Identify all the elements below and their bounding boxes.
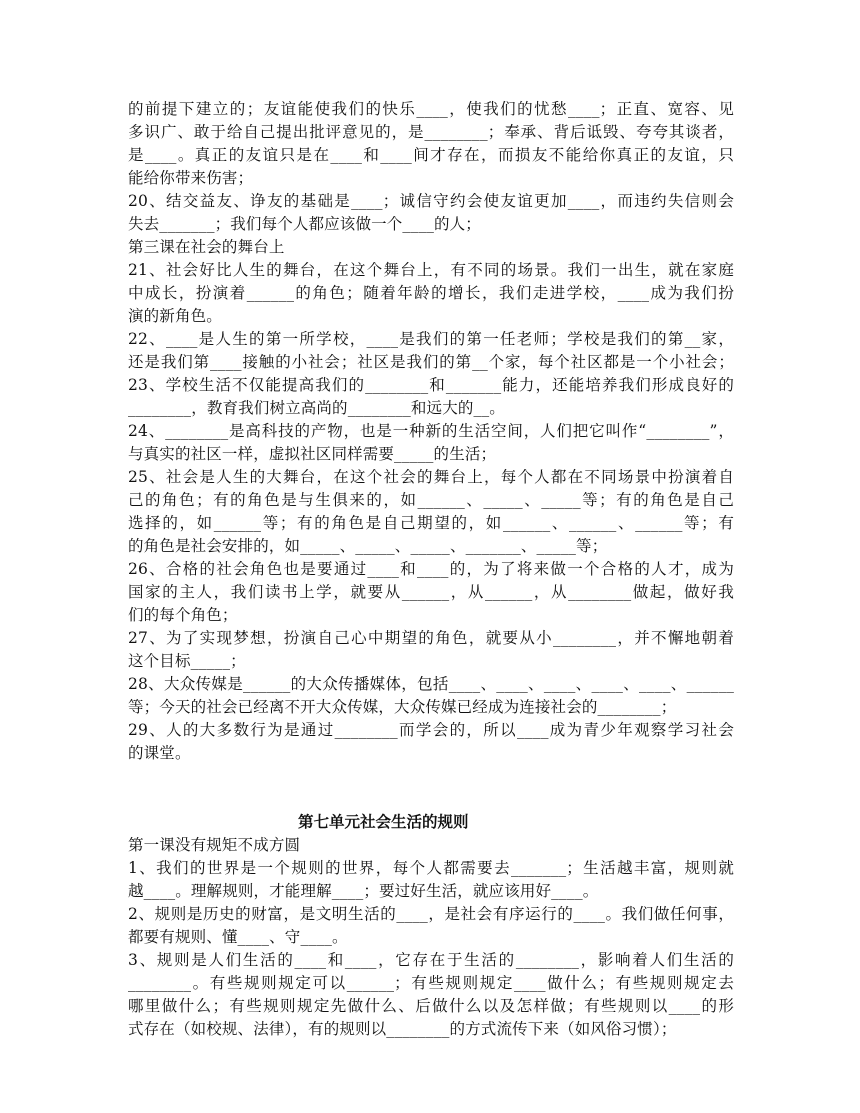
text-line: 们的每个角色； bbox=[128, 606, 238, 624]
section-chapter-friendship-society bbox=[128, 98, 734, 765]
text-line: 27、为了实现梦想，扮演自己心中期望的角色，就要从小________，并不懈地朝着 bbox=[128, 629, 734, 647]
text-line: 的前提下建立的；友谊能使我们的快乐____，使我们的忧愁____；正直、宽容、见 bbox=[128, 100, 734, 118]
text-line: 国家的主人，我们读书上学，就要从______，从______，从________做起，做好我 bbox=[128, 583, 734, 601]
text-line: 越____。理解规则，才能理解____；要过好生活，就应该用好____。 bbox=[128, 882, 599, 900]
text-line: 还是我们第____接触的小社会；社区是我们的第__个家，每个社区都是一个小社会； bbox=[128, 353, 734, 371]
text-line: 哪里做什么；有些规则规定先做什么、后做什么以及怎样做；有些规则以____的形 bbox=[128, 997, 734, 1015]
text-line: 都要有规则、懂____、守____。 bbox=[128, 928, 348, 946]
unit-title: 第七单元社会生活的规则 bbox=[298, 812, 469, 831]
text-line: 25、社会是人生的大舞台，在这个社会的舞台上，每个人都在不同场景中扮演着自 bbox=[128, 468, 734, 486]
text-line: 第三课在社会的舞台上 bbox=[128, 238, 285, 256]
section-gap bbox=[128, 765, 734, 809]
text-line: ________，教育我们树立高尚的________和远大的__。 bbox=[128, 399, 505, 417]
text-line: 这个目标_____； bbox=[128, 652, 246, 670]
text-line: 22、____是人生的第一所学校，____是我们的第一任老师；学校是我们的第__家， bbox=[128, 330, 734, 348]
text-line: 21、社会好比人生的舞台，在这个舞台上，有不同的场景。我们一出生，就在家庭 bbox=[128, 261, 734, 279]
text-line: 演的新角色。 bbox=[128, 307, 222, 325]
text-line: 式存在（如校规、法律），有的规则以________的方式流传下来（如风俗习惯）； bbox=[128, 1020, 677, 1038]
text-line: 第一课没有规矩不成方圆 bbox=[128, 836, 301, 854]
text-line: 多识广、敢于给自己提出批评意见的，是________；奉承、背后诋毁、夸夸其谈者， bbox=[128, 123, 734, 141]
text-line: 23、学校生活不仅能提高我们的________和_______能力，还能培养我们形成良好的 bbox=[128, 376, 734, 394]
text-line: 与真实的社区一样，虚拟社区同样需要_____的生活； bbox=[128, 445, 497, 463]
text-line: 失去_______；我们每个人都应该做一个____的人； bbox=[128, 215, 481, 233]
text-line: 3、规则是人们生活的____和____，它存在于生活的________，影响着人们生活的 bbox=[128, 951, 734, 969]
text-line: 选择的，如______等；有的角色是自己期望的，如______、______、______等；有 bbox=[128, 514, 734, 532]
text-line: 29、人的大多数行为是通过________而学会的，所以____成为青少年观察学习社会 bbox=[128, 721, 734, 739]
text-line: 26、合格的社会角色也是要通过____和____的，为了将来做一个合格的人才，成为 bbox=[128, 560, 734, 578]
text-line: ________。有些规则规定可以______；有些规则规定____做什么；有些规则规定去 bbox=[128, 974, 734, 992]
text-line: 是____。真正的友谊只是在____和____间才存在，而损友不能给你真正的友谊，只 bbox=[128, 146, 734, 164]
text-line: 24、________是高科技的产物，也是一种新的生活空间，人们把它叫作“________”， bbox=[128, 422, 734, 440]
text-line: 2、规则是历史的财富，是文明生活的____，是社会有序运行的____。我们做任何事， bbox=[128, 905, 734, 923]
text-line: 能给你带来伤害； bbox=[128, 169, 254, 187]
text-line: 的角色是社会安排的，如_____、_____、_____、_______、_____等； bbox=[128, 537, 608, 555]
text-line: 20、结交益友、诤友的基础是____；诚信守约会使友谊更加____，而违约失信则会 bbox=[128, 192, 734, 210]
section-unit-seven bbox=[128, 834, 734, 1041]
text-line: 1、我们的世界是一个规则的世界，每个人都需要去_______；生活越丰富，规则就 bbox=[128, 859, 734, 877]
document-page bbox=[128, 98, 734, 1041]
text-line: 的课堂。 bbox=[128, 744, 191, 762]
text-line: 等；今天的社会已经离不开大众传媒，大众传媒已经成为连接社会的________； bbox=[128, 698, 677, 716]
text-line: 28、大众传媒是______的大众传播媒体，包括____、____、____、____、____、______ bbox=[128, 675, 734, 693]
text-line: 己的角色；有的角色是与生俱来的，如______、_____、_____等；有的角色是自己 bbox=[128, 491, 734, 509]
text-line: 中成长，扮演着______的角色；随着年龄的增长，我们走进学校，____成为我们扮 bbox=[128, 284, 734, 302]
